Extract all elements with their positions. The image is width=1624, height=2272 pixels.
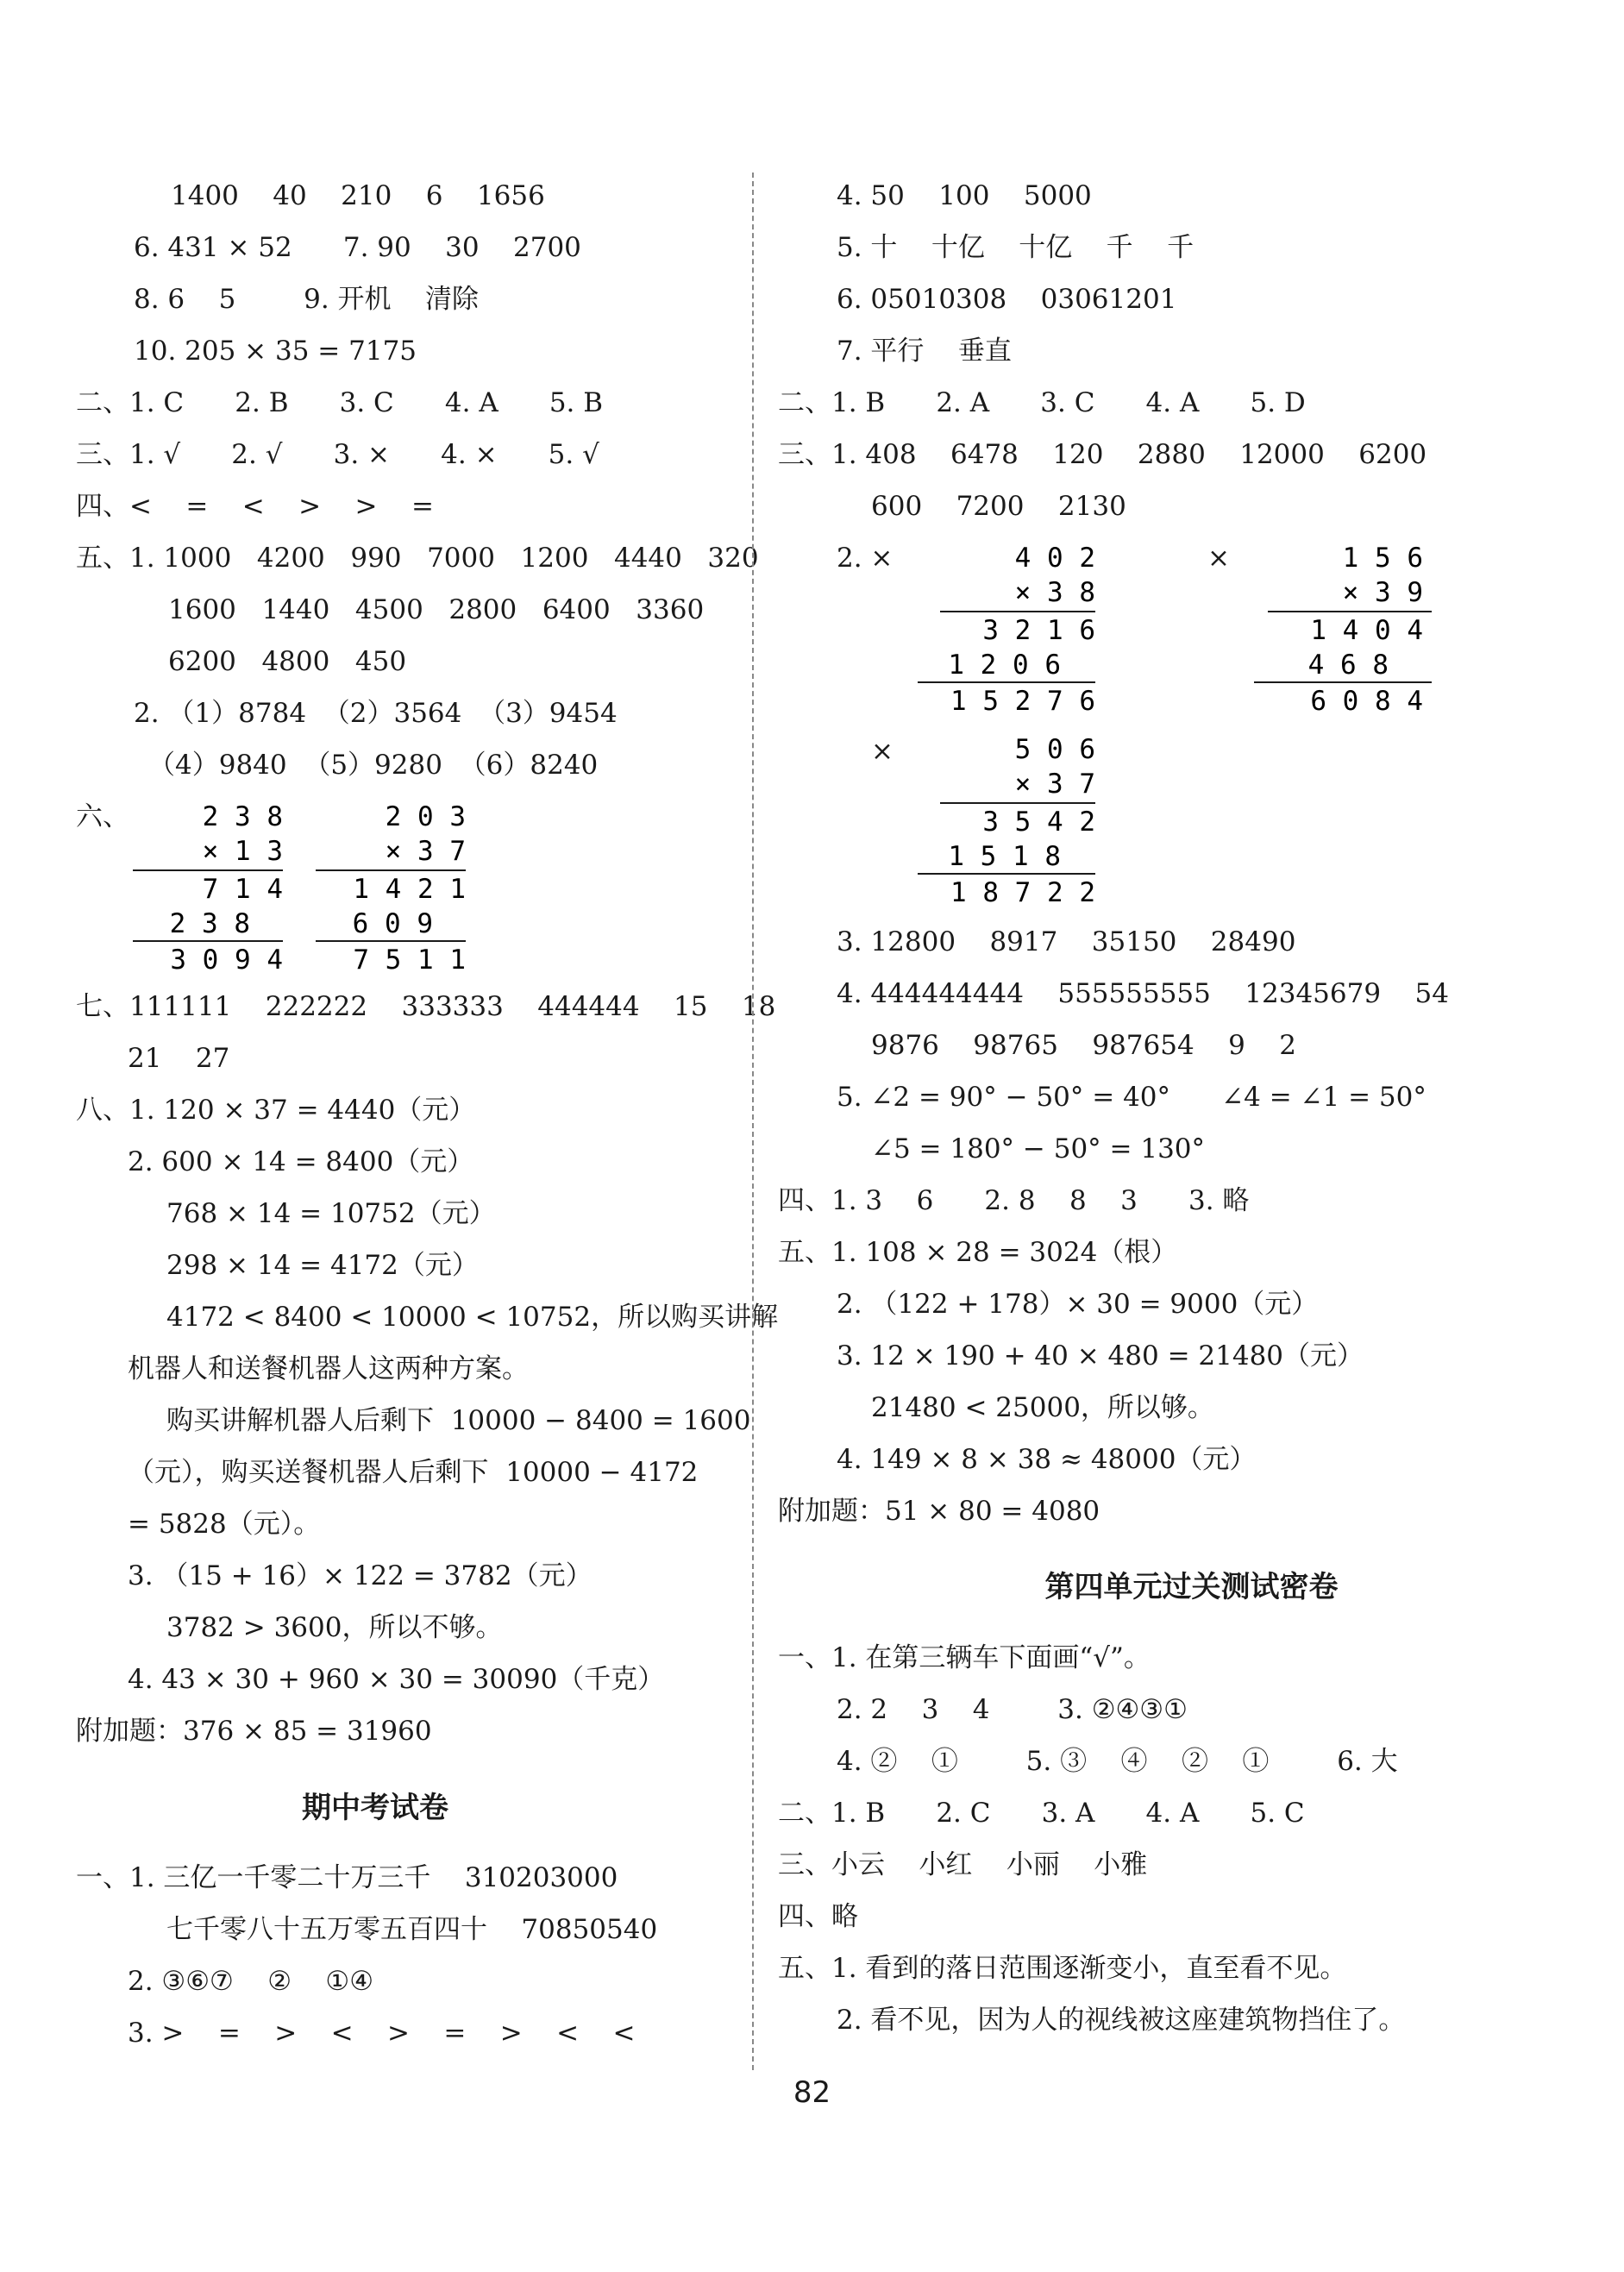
answer-line: 购买讲解机器人后剩下 10000 − 8400 = 1600 <box>166 1405 751 1436</box>
mult-row: 1 8 7 2 2 <box>950 877 1095 908</box>
answer-line: 4. 43 × 30 + 960 × 30 = 30090（千克） <box>128 1664 665 1695</box>
mult-row: 2 0 3 <box>385 801 466 832</box>
answer-line: 21 27 <box>128 1043 230 1074</box>
answer-line: 四、略 <box>778 1901 858 1932</box>
answer-line: 5. ∠2 = 90° − 50° = 40° ∠4 = ∠1 = 50° <box>837 1082 1426 1113</box>
answer-line: 3. 12800 8917 35150 28490 <box>837 926 1296 957</box>
mult-row: 1 4 2 1 <box>353 874 466 905</box>
vertical-multiplication-5 <box>914 731 1104 912</box>
mult-row: 3 2 1 6 <box>982 615 1095 646</box>
mult-row: 1 4 0 4 <box>1310 615 1423 646</box>
answer-line: 四、< = < > > = <box>76 491 434 522</box>
answer-line: 3782 > 3600，所以不够。 <box>166 1612 503 1643</box>
mult-row: × 3 7 <box>1014 769 1095 800</box>
answer-line: ∠5 = 180° − 50° = 130° <box>871 1133 1206 1164</box>
answer-line: 八、1. 120 × 37 = 4440（元） <box>76 1095 476 1126</box>
answer-line: 3. > = > < > = > < < <box>128 2018 636 2049</box>
answer-line: 4. ② ① 5. ③ ④ ② ① 6. 大 <box>837 1746 1398 1777</box>
answer-line: 一、1. 在第三辆车下面画“√”。 <box>778 1642 1151 1673</box>
mult-row: 7 1 4 <box>202 874 283 905</box>
section-heading: 期中考试卷 <box>302 1791 448 1825</box>
answer-line: 9876 98765 987654 9 2 <box>871 1030 1296 1061</box>
answer-line: 五、1. 1000 4200 990 7000 1200 4440 320 <box>76 543 759 574</box>
answer-line: 4172 < 8400 < 10000 < 10752，所以购买讲解 <box>166 1302 779 1333</box>
answer-line: 4. 444444444 555555555 12345679 54 <box>837 978 1449 1009</box>
answer-line: 二、1. B 2. C 3. A 4. A 5. C <box>778 1798 1305 1829</box>
mult-row: 1 5 6 <box>1342 543 1423 574</box>
answer-line: 五、1. 108 × 28 = 3024（根） <box>778 1237 1178 1268</box>
answer-line: 8. 6 5 9. 开机 清除 <box>134 284 479 315</box>
vertical-multiplication-1 <box>129 798 293 979</box>
answer-line: 600 7200 2130 <box>871 491 1126 522</box>
answer-line: 2. （1）8784 （2）3564 （3）9454 <box>134 698 618 729</box>
mult-row: × 1 3 <box>202 836 283 867</box>
answer-line: 附加题：376 × 85 = 31960 <box>76 1716 432 1747</box>
answer-line: 6200 4800 450 <box>168 646 407 677</box>
answer-line: 2. 600 × 14 = 8400（元） <box>128 1146 474 1177</box>
answer-line: 4. 50 100 5000 <box>837 180 1092 211</box>
answer-line: = 5828（元）。 <box>128 1509 321 1540</box>
answer-line: 6. 431 × 52 7. 90 30 2700 <box>134 232 581 263</box>
mult-row: 6 0 9 <box>352 908 433 939</box>
mult-row: 7 5 1 1 <box>353 945 466 976</box>
answer-line: 298 × 14 = 4172（元） <box>166 1250 479 1281</box>
answer-line: 附加题：51 × 80 = 4080 <box>778 1496 1100 1527</box>
answer-line: 2. × <box>837 543 894 574</box>
answer-line: 1600 1440 4500 2800 6400 3360 <box>168 594 705 625</box>
answer-line: 3. （15 + 16）× 122 = 3782（元） <box>128 1560 593 1591</box>
answer-line: 七、111111 222222 333333 444444 15 18 <box>76 991 776 1022</box>
answer-line: （4）9840 （5）9280 （6）8240 <box>148 750 599 781</box>
mult-row: × 3 8 <box>1014 577 1095 608</box>
vertical-multiplication-3 <box>914 539 1104 720</box>
answer-line: 1400 40 210 6 1656 <box>171 180 545 211</box>
mult-row: 3 0 9 4 <box>170 945 283 976</box>
answer-line: 二、1. B 2. A 3. C 4. A 5. D <box>778 387 1306 418</box>
answer-line: 768 × 14 = 10752（元） <box>166 1198 496 1229</box>
answer-line: × <box>1207 543 1230 574</box>
page-number: 82 <box>793 2075 831 2110</box>
mult-row: 1 2 0 6 <box>948 650 1061 681</box>
answer-line: 机器人和送餐机器人这两种方案。 <box>128 1353 529 1384</box>
answer-line: 10. 205 × 35 = 7175 <box>134 336 417 367</box>
mult-row: 3 5 4 2 <box>982 806 1095 838</box>
answer-line: 5. 十 十亿 十亿 千 千 <box>837 232 1194 263</box>
answer-line: 6. 05010308 03061201 <box>837 284 1177 315</box>
answer-line: 2. 2 3 4 3. ②④③① <box>837 1694 1188 1725</box>
mult-row: 1 5 2 7 6 <box>950 686 1095 717</box>
mult-row: 4 6 8 <box>1307 650 1389 681</box>
answer-line: 3. 12 × 190 + 40 × 480 = 21480（元） <box>837 1340 1364 1371</box>
answer-line: 三、1. 408 6478 120 2880 12000 6200 <box>778 439 1427 470</box>
answer-line: 4. 149 × 8 × 38 ≈ 48000（元） <box>837 1444 1257 1475</box>
mult-row: × 3 7 <box>385 836 466 867</box>
answer-line: 三、1. √ 2. √ 3. × 4. × 5. √ <box>76 439 599 470</box>
answer-line: 四、1. 3 6 2. 8 8 3 3. 略 <box>778 1185 1250 1216</box>
answer-line: 六、 <box>76 801 129 832</box>
answer-line: 七千零八十五万零五百四十 70850540 <box>166 1914 658 1945</box>
mult-row: 2 3 8 <box>169 908 250 939</box>
answer-line: 2. 看不见，因为人的视线被这座建筑物挡住了。 <box>837 2005 1406 2036</box>
answer-line: 2. （122 + 178）× 30 = 9000（元） <box>837 1289 1319 1320</box>
answer-line: 2. ③⑥⑦ ② ①④ <box>128 1966 374 1997</box>
answer-line: （元），购买送餐机器人后剩下 10000 − 4172 <box>128 1457 699 1488</box>
vertical-multiplication-2 <box>312 798 476 979</box>
section-heading: 第四单元过关测试密卷 <box>1044 1570 1339 1604</box>
answer-line: 21480 < 25000，所以够。 <box>871 1392 1214 1423</box>
answer-line: 二、1. C 2. B 3. C 4. A 5. B <box>76 387 604 418</box>
answer-line: 7. 平行 垂直 <box>837 336 1012 367</box>
answer-line: 五、1. 看到的落日范围逐渐变小，直至看不见。 <box>778 1953 1347 1984</box>
mult-row: 1 5 1 8 <box>948 841 1061 872</box>
column-divider <box>752 173 754 2070</box>
answer-line: 三、小云 小红 小丽 小雅 <box>778 1849 1148 1880</box>
answer-line: × <box>871 736 894 767</box>
mult-row: × 3 9 <box>1342 577 1423 608</box>
mult-row: 5 0 6 <box>1014 734 1095 765</box>
mult-row: 2 3 8 <box>202 801 283 832</box>
answer-line: 一、1. 三亿一千零二十万三千 310203000 <box>76 1862 618 1893</box>
mult-row: 6 0 8 4 <box>1310 686 1423 717</box>
vertical-multiplication-4 <box>1251 539 1440 720</box>
mult-row: 4 0 2 <box>1014 543 1095 574</box>
